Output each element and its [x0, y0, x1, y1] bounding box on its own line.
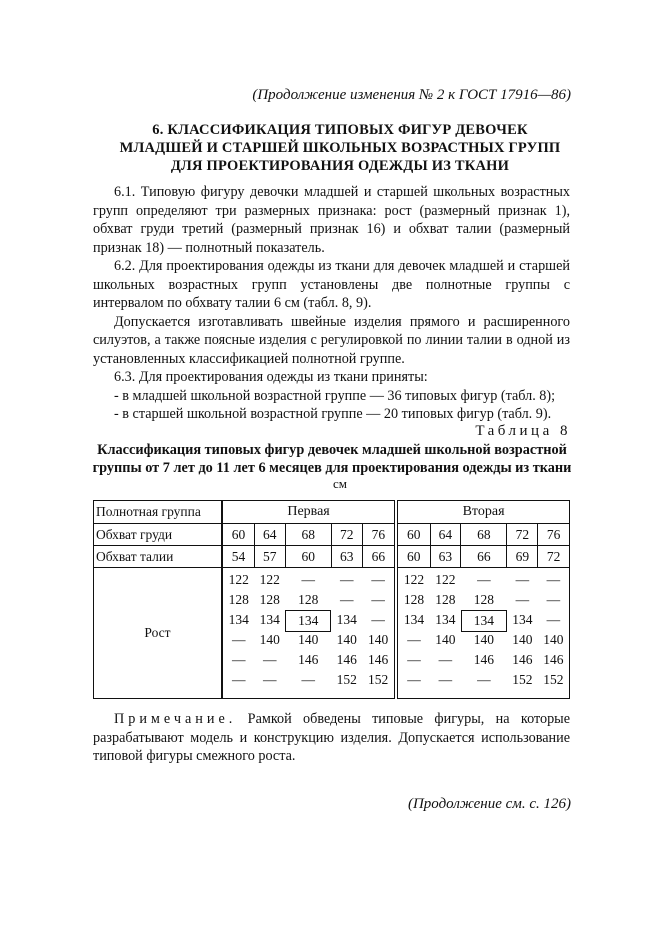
- classification-table: [93, 500, 570, 699]
- table-unit: см: [333, 476, 347, 491]
- section-title-line: ДЛЯ ПРОЕКТИРОВАНИЯ ОДЕЖДЫ ИЗ ТКАНИ: [170, 158, 510, 174]
- table-cell: 60: [396, 524, 430, 546]
- paragraph-6-1: 6.1. Типовую фигуру девочки младшей и старшей школьных возрастных групп определяют три размерных признака: рост (размерный признак 1), обхват груди третий (размерный признак 16) и обхват талии (размерный признак 18) — полнотный показатель.: [93, 184, 570, 256]
- table-cell: 134: [336, 612, 357, 627]
- table-cell: 66: [362, 546, 396, 568]
- table-cell: 146: [543, 652, 564, 667]
- table-caption-line: Классификация типовых фигур девочек младшей школьной возрастной: [97, 442, 567, 458]
- table-cell: 72: [538, 546, 570, 568]
- table-cell: 140: [473, 632, 495, 647]
- table-cell: 128: [298, 592, 319, 607]
- boxed-typical-figure: 134: [285, 610, 331, 632]
- note-text: Рамкой обведены типовые фигуры, на которые разрабатывают модель и конструкцию изделия. Допускается использование типовой фигуры смежного роста.: [93, 711, 570, 764]
- footer-continuation: (Продолжение см. с. 126): [407, 796, 571, 812]
- table-cell: —: [340, 572, 354, 587]
- table-cell: 140: [512, 632, 533, 647]
- height-column: [285, 568, 331, 699]
- table-cell: 64: [430, 524, 461, 546]
- table-cell: 68: [285, 524, 331, 546]
- row-label-waist: Обхват талии: [94, 546, 223, 568]
- header-continuation: (Продолжение изменения № 2 к ГОСТ 17916—86): [252, 87, 571, 103]
- table-cell: —: [231, 672, 246, 687]
- table-cell: —: [263, 652, 277, 667]
- table-cell: 57: [254, 546, 285, 568]
- table-cell: 128: [259, 592, 280, 607]
- table-cell: —: [231, 652, 246, 667]
- paragraph-6-3: 6.3. Для проектирования одежды из ткани приняты:: [114, 369, 428, 385]
- table-row-height: [94, 568, 570, 699]
- boxed-cell-wrap: [461, 610, 507, 630]
- table-cell: —: [407, 652, 421, 667]
- table-cell: 122: [435, 572, 456, 587]
- paragraph-allowance: Допускается изготавливать швейные изделия прямого и расширенного силуэтов, а также поясные изделия с регулировкой по линии талии в одной из установленных классификацией полнотной группе.: [93, 313, 570, 367]
- table-cell: —: [546, 592, 561, 607]
- row-label-height: Рост: [94, 568, 223, 699]
- height-column: [362, 568, 396, 699]
- table-cell: —: [301, 572, 316, 587]
- table-cell: —: [407, 632, 421, 647]
- table-caption-line: группы от 7 лет до 11 лет 6 месяцев для проектирования одежды из ткани: [92, 460, 572, 476]
- height-column: [507, 568, 538, 699]
- boxed-typical-figure: 134: [461, 610, 507, 632]
- table-cell: —: [546, 572, 561, 587]
- section-title: [90, 121, 590, 175]
- table-cell: 134: [512, 612, 533, 627]
- table-note: [93, 710, 570, 766]
- table-cell: 122: [259, 572, 280, 587]
- table-cell: 140: [543, 632, 564, 647]
- table-cell: 76: [538, 524, 570, 546]
- table-cell: 122: [228, 572, 249, 587]
- table-cell: 128: [435, 592, 456, 607]
- group-second-header: Вторая: [396, 501, 569, 524]
- table-cell: —: [477, 572, 491, 587]
- table-cell: —: [231, 632, 246, 647]
- table-cell: 122: [403, 572, 425, 587]
- table-cell: 60: [285, 546, 331, 568]
- table-cell: 60: [222, 524, 254, 546]
- table-row-group: [94, 501, 570, 524]
- table-cell: 134: [403, 612, 425, 627]
- table-cell: 146: [298, 652, 319, 667]
- table-cell: 63: [331, 546, 362, 568]
- table-cell: 140: [259, 632, 280, 647]
- table-cell: 72: [507, 524, 538, 546]
- table-row-waist: [94, 546, 570, 568]
- row-label-group: Полнотная группа: [94, 501, 223, 524]
- table-cell: —: [515, 592, 530, 607]
- table-cell: 134: [259, 612, 280, 627]
- table-cell: 69: [507, 546, 538, 568]
- table-cell: 146: [512, 652, 533, 667]
- table-cell: 128: [403, 592, 425, 607]
- height-column: [222, 568, 254, 699]
- table-cell: —: [371, 572, 385, 587]
- table-cell: 140: [298, 632, 319, 647]
- boxed-cell-wrap: [285, 610, 331, 630]
- table-cell: 63: [430, 546, 461, 568]
- table-cell: —: [371, 612, 385, 627]
- paragraph-6-2: 6.2. Для проектирования одежды из ткани для девочек младшей и старшей школьных возрастных групп установлены две полнотные группы с интервалом по обхвату талии 6 см (табл. 8, 9).: [93, 258, 570, 311]
- table-cell: —: [263, 672, 277, 687]
- table-cell: 128: [228, 592, 249, 607]
- list-item-junior: - в младшей школьной возрастной группе — 36 типовых фигур (табл. 8);: [114, 387, 556, 404]
- table-cell: —: [407, 672, 421, 687]
- table-cell: 54: [222, 546, 254, 568]
- list-item-senior: - в старшей школьной возрастной группе — 20 типовых фигур (табл. 9).: [114, 406, 552, 422]
- height-column: [461, 568, 507, 699]
- height-column: [331, 568, 362, 699]
- table-cell: —: [515, 572, 530, 587]
- table-cell: 152: [512, 672, 533, 687]
- table-cell: 146: [473, 652, 495, 667]
- group-first-header: Первая: [222, 501, 396, 524]
- table-cell: 66: [461, 546, 507, 568]
- table-cell: —: [546, 612, 561, 627]
- height-column: [430, 568, 461, 699]
- table-cell: 146: [336, 652, 357, 667]
- section-title-line: 6. КЛАССИФИКАЦИЯ ТИПОВЫХ ФИГУР ДЕВОЧЕК: [152, 122, 528, 138]
- table-cell: —: [340, 592, 354, 607]
- table-cell: 128: [473, 592, 495, 607]
- table-cell: —: [438, 652, 453, 667]
- table-cell: 152: [368, 672, 389, 687]
- table-cell: 76: [362, 524, 396, 546]
- table-cell: 68: [461, 524, 507, 546]
- table-cell: 134: [228, 612, 249, 627]
- note-paragraph: [93, 710, 570, 766]
- table-cell: —: [438, 672, 453, 687]
- row-label-chest: Обхват груди: [94, 524, 223, 546]
- table-cell: 152: [336, 672, 357, 687]
- table-cell: 146: [368, 652, 389, 667]
- table-cell: —: [371, 592, 385, 607]
- height-column: [254, 568, 285, 699]
- table-cell: 72: [331, 524, 362, 546]
- table-row-chest: [94, 524, 570, 546]
- note-label: Примечание.: [114, 711, 237, 727]
- table-cell: 152: [543, 672, 564, 687]
- table-cell: 60: [396, 546, 430, 568]
- table-cell: 140: [368, 632, 389, 647]
- table-cell: —: [477, 672, 491, 687]
- section-body: [93, 183, 570, 424]
- table-cell: 140: [336, 632, 357, 647]
- height-column: [538, 568, 570, 699]
- section-title-line: МЛАДШЕЙ И СТАРШЕЙ ШКОЛЬНЫХ ВОЗРАСТНЫХ ГРУПП: [119, 140, 561, 156]
- table-cell: 64: [254, 524, 285, 546]
- table-cell: —: [301, 672, 316, 687]
- table-cell: 134: [435, 612, 456, 627]
- table-cell: 140: [435, 632, 456, 647]
- table-number: Таблица 8: [475, 423, 571, 439]
- height-column: [396, 568, 430, 699]
- table-caption: [90, 441, 574, 477]
